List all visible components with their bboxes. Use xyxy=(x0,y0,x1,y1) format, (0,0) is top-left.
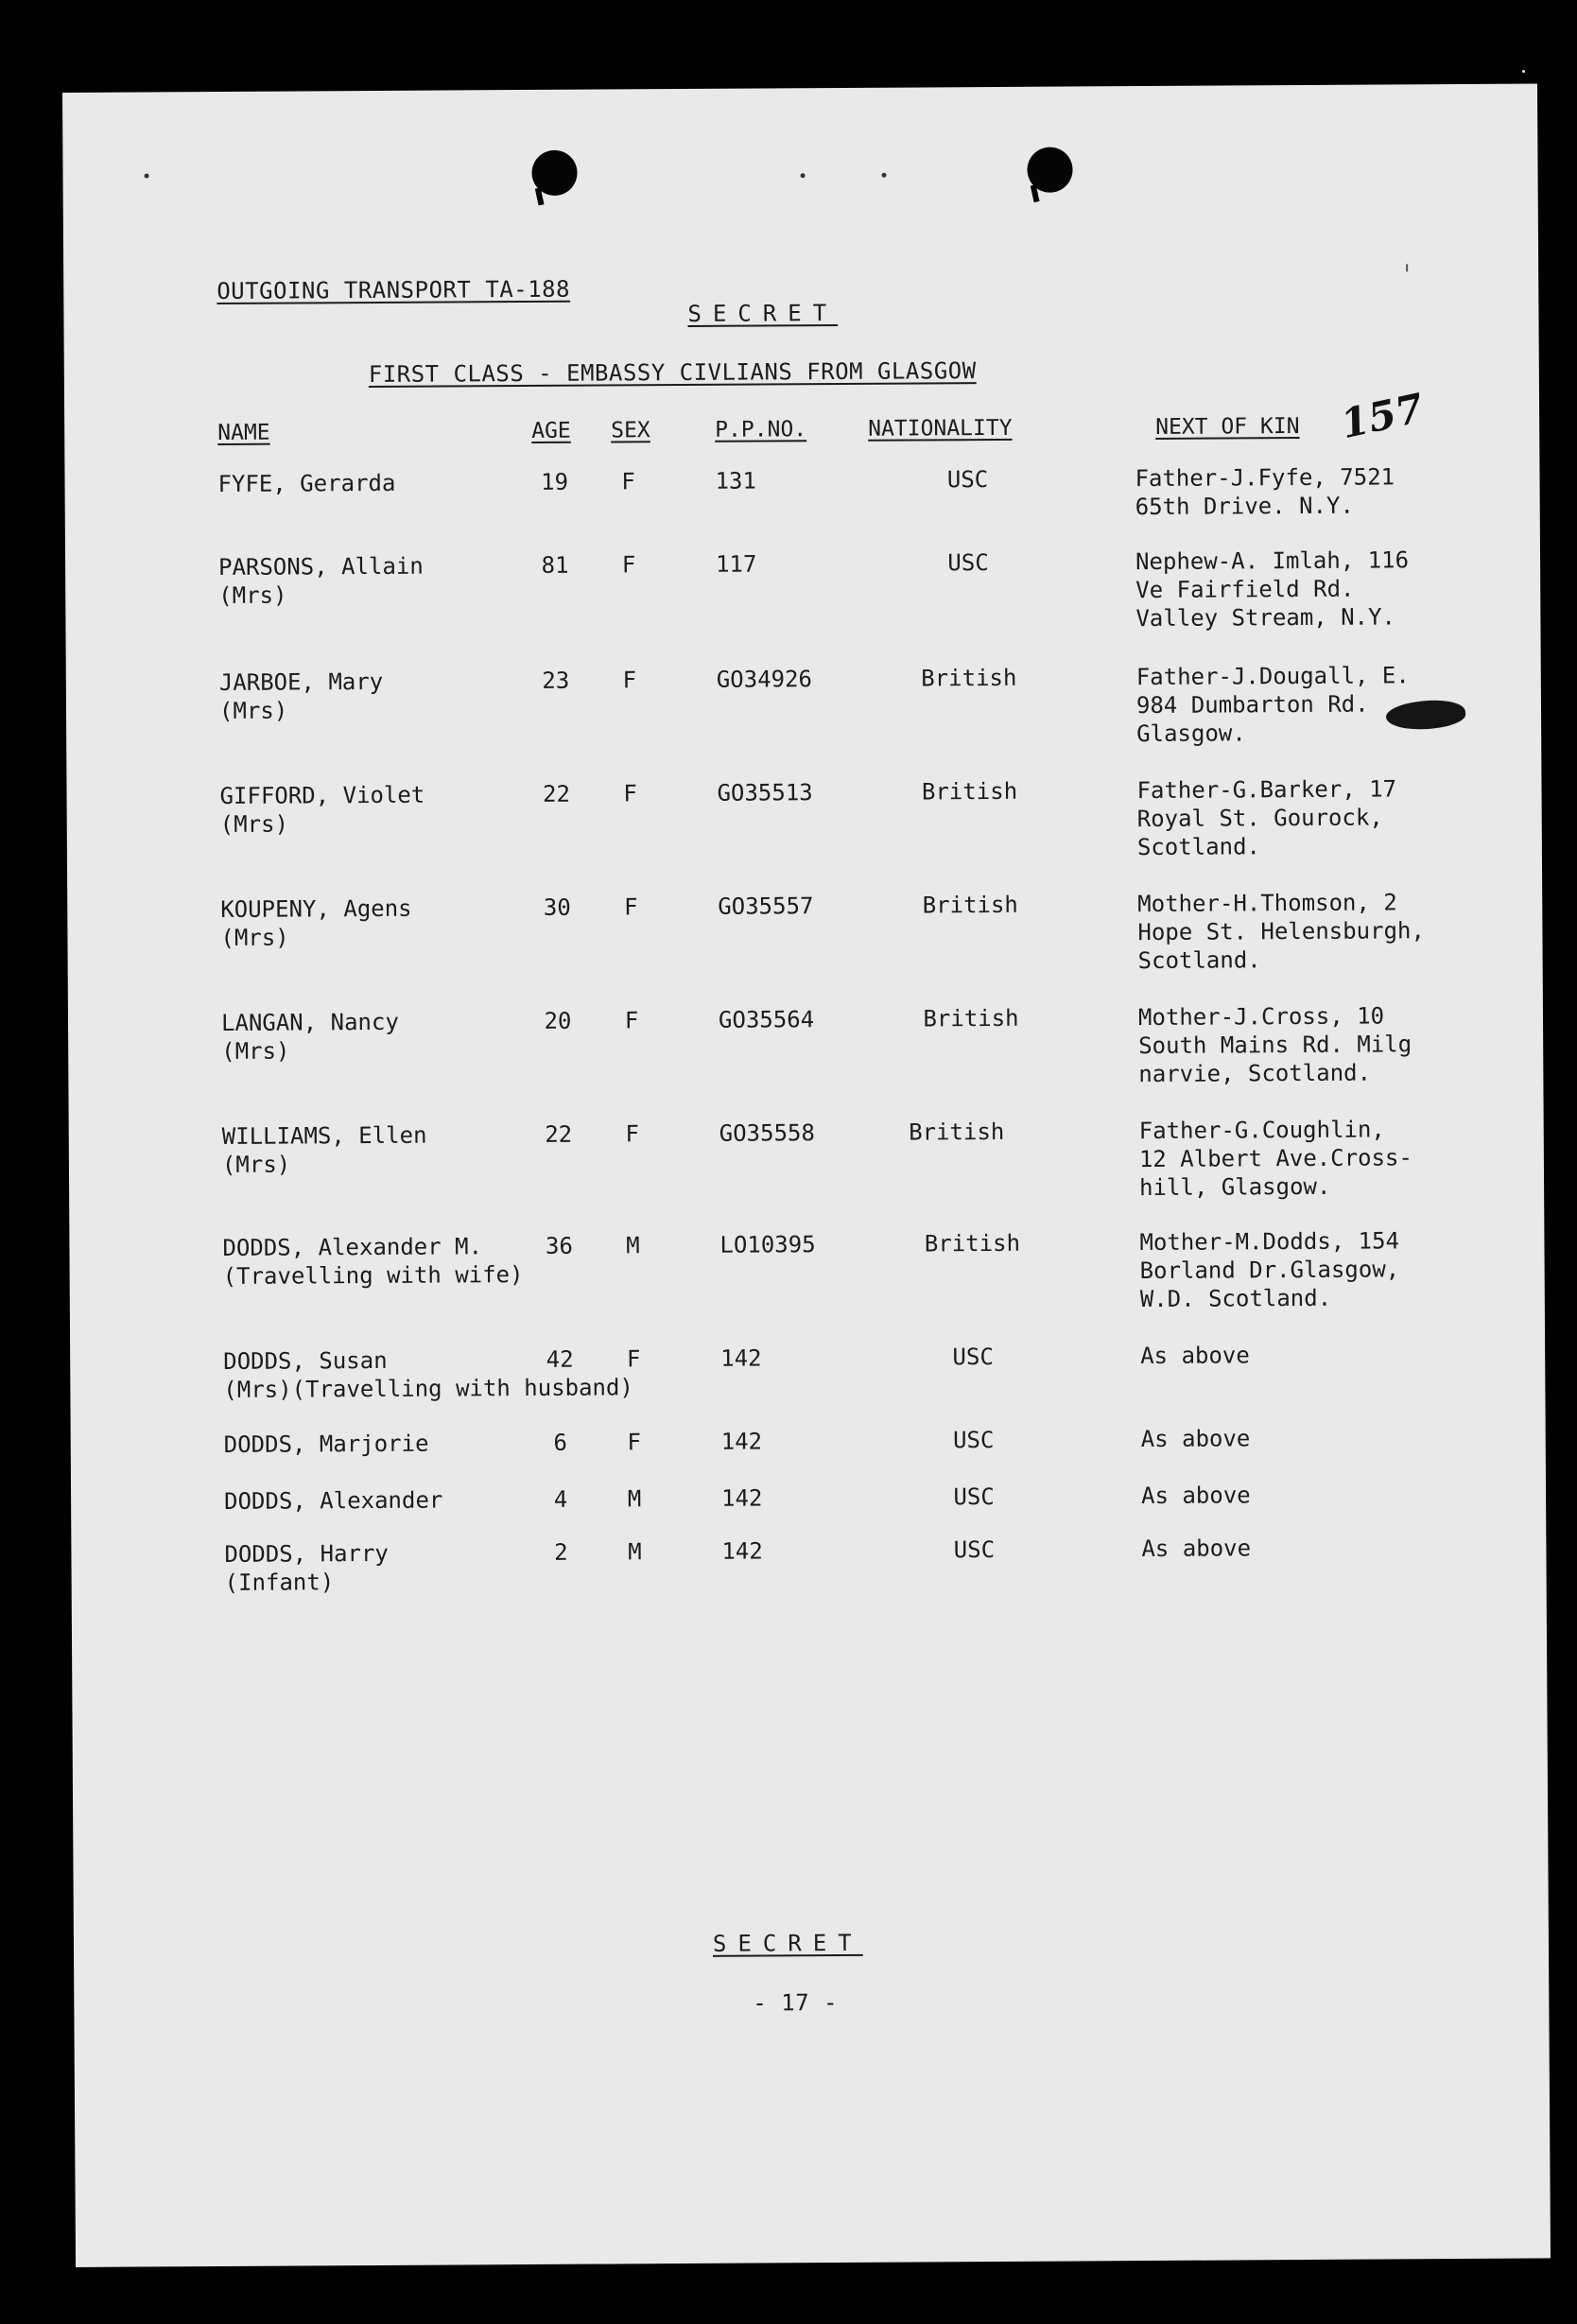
row-4-pp-no: GO35513 xyxy=(717,779,813,806)
row-1-name: FYFE, Gerarda xyxy=(217,469,396,498)
row-2-age: 81 xyxy=(541,551,569,579)
row-1-age: 19 xyxy=(540,468,569,495)
row-11-next-of-kin: As above xyxy=(1141,1482,1251,1510)
row-3-name: JARBOE, Mary (Mrs) xyxy=(218,668,384,724)
section-heading: FIRST CLASS - EMBASSY CIVLIANS FROM GLASGOW xyxy=(368,357,977,389)
row-2-name: PARSONS, Allain (Mrs) xyxy=(217,552,424,610)
row-9-nationality: USC xyxy=(952,1344,994,1371)
row-8-sex: M xyxy=(626,1232,640,1259)
row-7-nationality: British xyxy=(909,1118,1005,1146)
row-8-next-of-kin: Mother-M.Dodds, 154 Borland Dr.Glasgow, W.D. Scotland. xyxy=(1139,1227,1400,1313)
row-1-pp-no: 131 xyxy=(715,467,756,494)
punch-hole-left xyxy=(531,150,577,196)
row-2-sex: F xyxy=(621,551,636,579)
row-7-pp-no: GO35558 xyxy=(719,1119,815,1147)
row-8-pp-no: LO10395 xyxy=(719,1231,816,1258)
row-1-nationality: USC xyxy=(946,466,989,494)
row-12-nationality: USC xyxy=(953,1536,996,1564)
row-6-sex: F xyxy=(624,1007,639,1034)
document-page xyxy=(62,83,1551,2266)
punch-hole-right xyxy=(1027,147,1072,192)
row-3-age: 23 xyxy=(542,667,570,694)
row-9-age: 42 xyxy=(546,1345,574,1373)
row-4-next-of-kin: Father-G.Barker, 17 Royal St. Gourock, Scotland. xyxy=(1136,775,1397,861)
page-number: - 17 - xyxy=(753,1989,839,2017)
row-3-sex: F xyxy=(622,667,637,694)
row-2-next-of-kin: Nephew-A. Imlah, 116 Ve Fairfield Rd. Valley Stream, N.Y. xyxy=(1135,546,1410,633)
row-11-name: DODDS, Alexander xyxy=(224,1486,443,1515)
row-9-next-of-kin: As above xyxy=(1140,1342,1250,1370)
row-5-nationality: British xyxy=(922,891,1018,919)
row-6-name: LANGAN, Nancy (Mrs) xyxy=(220,1008,399,1065)
row-10-sex: F xyxy=(627,1429,642,1456)
row-6-age: 20 xyxy=(544,1007,572,1034)
row-5-pp-no: GO35557 xyxy=(718,893,814,920)
row-1-next-of-kin: Father-J.Fyfe, 7521 65th Drive. N.Y. xyxy=(1135,463,1395,521)
row-8-age: 36 xyxy=(545,1232,573,1259)
row-12-sex: M xyxy=(628,1538,642,1566)
row-3-nationality: British xyxy=(921,664,1017,692)
row-6-next-of-kin: Mother-J.Cross, 10 South Mains Rd. Milg narvie, Scotland. xyxy=(1137,1002,1412,1088)
row-12-pp-no: 142 xyxy=(721,1537,763,1565)
row-10-age: 6 xyxy=(553,1429,568,1456)
row-5-sex: F xyxy=(623,893,638,921)
row-11-sex: M xyxy=(627,1485,642,1513)
row-6-nationality: British xyxy=(923,1004,1019,1032)
classification-bottom: SECRET xyxy=(712,1929,863,1957)
row-5-name: KOUPENY, Agens (Mrs) xyxy=(220,894,412,951)
row-5-next-of-kin: Mother-H.Thomson, 2 Hope St. Helensburgh, Scotland. xyxy=(1137,889,1425,975)
scan-speck xyxy=(1522,70,1525,73)
row-3-next-of-kin: Father-J.Dougall, E. 984 Dumbarton Rd. Glasgow. xyxy=(1135,662,1410,748)
row-12-name: DODDS, Harry (Infant) xyxy=(224,1539,389,1596)
row-6-pp-no: GO35564 xyxy=(718,1006,815,1033)
row-9-pp-no: 142 xyxy=(720,1344,762,1372)
row-10-pp-no: 142 xyxy=(720,1428,763,1455)
row-8-name: DODDS, Alexander M. (Travelling with wife) xyxy=(222,1233,524,1290)
column-header-age: AGE xyxy=(531,418,571,443)
row-7-name: WILLIAMS, Ellen (Mrs) xyxy=(221,1121,427,1178)
row-2-pp-no: 117 xyxy=(715,550,757,578)
row-8-nationality: British xyxy=(924,1229,1021,1257)
pin-mark xyxy=(882,173,887,178)
handwritten-folio-number: 157 xyxy=(1336,384,1429,448)
margin-mark xyxy=(1406,264,1408,271)
row-3-pp-no: GO34926 xyxy=(716,666,813,693)
row-7-next-of-kin: Father-G.Coughlin, 12 Albert Ave.Cross- hill, Glasgow. xyxy=(1138,1116,1412,1202)
row-4-nationality: British xyxy=(921,777,1018,806)
row-11-nationality: USC xyxy=(953,1483,995,1511)
column-header-nationality: NATIONALITY xyxy=(868,415,1013,442)
row-10-next-of-kin: As above xyxy=(1140,1425,1251,1453)
row-9-name: DODDS, Susan (Mrs)(Travelling with husband) xyxy=(223,1346,633,1403)
pin-mark xyxy=(801,173,806,178)
row-10-nationality: USC xyxy=(952,1427,995,1454)
transport-heading: OUTGOING TRANSPORT TA-188 xyxy=(217,275,571,305)
row-4-name: GIFFORD, Violet (Mrs) xyxy=(219,781,425,838)
column-header-pp-no: P.P.NO. xyxy=(715,417,807,442)
pin-mark xyxy=(145,173,149,178)
row-2-nationality: USC xyxy=(947,549,989,577)
column-header-sex: SEX xyxy=(611,418,650,443)
row-12-next-of-kin: As above xyxy=(1141,1535,1252,1563)
column-header-name: NAME xyxy=(217,420,270,446)
classification-top: SECRET xyxy=(687,299,839,327)
row-9-sex: F xyxy=(626,1345,641,1373)
row-12-age: 2 xyxy=(554,1538,568,1566)
row-11-age: 4 xyxy=(553,1485,568,1513)
row-5-age: 30 xyxy=(543,893,571,921)
row-4-sex: F xyxy=(623,780,637,807)
row-4-age: 22 xyxy=(543,780,571,807)
row-1-sex: F xyxy=(621,468,635,495)
row-10-name: DODDS, Marjorie xyxy=(223,1430,429,1458)
row-7-sex: F xyxy=(625,1120,640,1148)
row-7-age: 22 xyxy=(545,1120,573,1148)
column-header-next-of-kin: NEXT OF KIN xyxy=(1155,414,1300,440)
row-11-pp-no: 142 xyxy=(721,1484,763,1512)
